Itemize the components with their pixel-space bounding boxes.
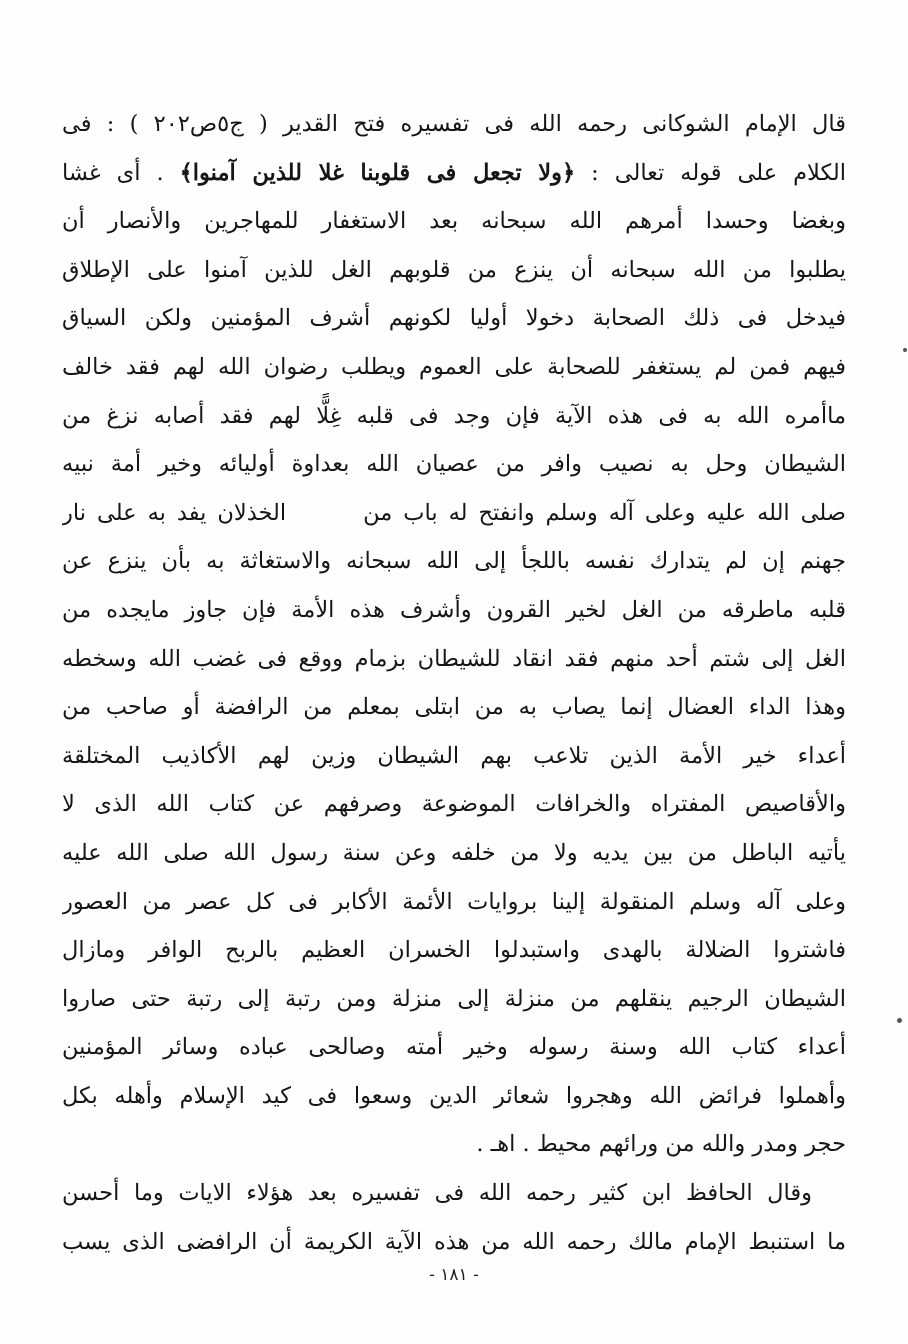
page-number: - ١٨١ - — [429, 1265, 479, 1285]
text-line-13: وهذا الداء العضال إنما يصاب به من ابتلى بمعلم من الرافضة أو صاحب من — [62, 694, 846, 721]
text-line-15: والأقاصيص المفتراه والخرافات الموضوعة وصرفهم عن كتاب الله الذى لا — [62, 791, 846, 818]
text-line-2-after: . أى غشا — [62, 159, 180, 186]
text-line-16: يأتيه الباطل من بين يديه ولا من خلفه وعن سنة رسول الله صلى الله عليه — [62, 839, 846, 866]
text-line-9: صلى الله عليه وعلى آله وسلم وانفتح له باب من الخذلان يفد به على نار — [62, 499, 846, 526]
scan-speck — [903, 348, 907, 352]
text-line-17: وعلى آله وسلم المنقولة إلينا بروايات الأئمة الأكابر فى كل عصر من العصور — [62, 888, 846, 915]
text-line-5: فيدخل فى ذلك الصحابة دخولا أوليا لكونهم أشرف المؤمنين ولكن السياق — [62, 305, 846, 332]
text-line-2-before: الكلام على قوله تعالى : — [575, 159, 846, 186]
text-line-23: وقال الحافظ ابن كثير رحمه الله فى تفسيره بعد هؤلاء الايات وما أحسن — [62, 1180, 812, 1207]
text-line-7: ماأمره الله به فى هذه الآية فإن وجد فى قلبه غِلًّا لهم فقد أصابه نزغ من — [62, 402, 846, 429]
text-line-2 — [62, 149, 846, 198]
text-line-18: فاشتروا الضلالة بالهدى واستبدلوا الخسران العظيم بالربح الوافر ومازال — [62, 937, 846, 964]
text-line-6: فيهم فمن لم يستغفر للصحابة على العموم ويطلب رضوان الله لهم فقد خالف — [62, 353, 846, 380]
text-line-4: يطلبوا من الله سبحانه أن ينزع من قلوبهم الغل للذين آمنوا على الإطلاق — [62, 256, 846, 283]
text-line-14: أعداء خير الأمة الذين تلاعب بهم الشيطان وزين لهم الأكاذيب المختلقة — [62, 742, 846, 769]
text-line-10: جهنم إن لم يتدارك نفسه باللجأ إلى الله سبحانه والاستغاثة به بأن ينزع عن — [62, 548, 846, 575]
text-line-21: وأهملوا فرائض الله وهجروا شعائر الدين وسعوا فى كيد الإسلام وأهله بكل — [62, 1082, 846, 1109]
text-line-20: أعداء كتاب الله وسنة رسوله وخير أمته وصالحى عباده وسائر المؤمنين — [62, 1034, 846, 1061]
scan-speck — [897, 1018, 902, 1023]
quran-verse: ﴿ولا تجعل فى قلوبنا غلا للذين آمنوا﴾ — [179, 159, 576, 186]
text-line-19: الشيطان الرجيم ينقلهم من منزلة إلى منزلة ومن رتبة إلى رتبة حتى صاروا — [62, 985, 846, 1012]
text-line-11: قلبه ماطرقه من الغل لخير القرون وأشرف هذه الأمة فإن جاوز مايجده من — [62, 596, 846, 623]
body-text — [62, 100, 846, 1266]
text-line-12: الغل إلى شتم أحد منهم فقد انقاد للشيطان بزمام ووقع فى غضب الله وسخطه — [62, 645, 846, 672]
text-line-3: وبغضا وحسدا أمرهم الله سبحانه بعد الاستغفار للمهاجرين والأنصار أن — [62, 208, 846, 235]
text-line-8: الشيطان وحل به نصيب وافر من عصيان الله بعداوة أوليائه وخير أمة نبيه — [62, 451, 846, 478]
text-line-1: قال الإمام الشوكانى رحمه الله فى تفسيره فتح القدير ( ج٥ص٢٠٢ ) : فى — [62, 111, 846, 137]
text-line-22: حجر ومدر والله من ورائهم محيط . اهـ . — [476, 1131, 846, 1158]
text-line-24: ما استنبط الإمام مالك رحمه الله من هذه الآية الكريمة أن الرافضى الذى يسب — [62, 1228, 846, 1255]
